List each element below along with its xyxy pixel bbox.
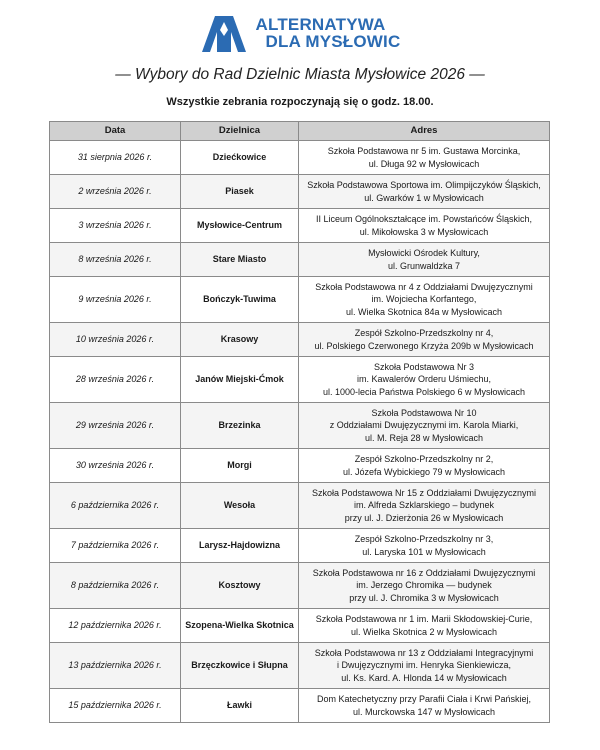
cell-date: 15 października 2026 r. bbox=[50, 689, 181, 723]
logo-line-2: DLA MYSŁOWIC bbox=[265, 32, 401, 51]
cell-district: Janów Miejski-Ćmok bbox=[181, 357, 299, 403]
table-row bbox=[50, 403, 550, 449]
table-row bbox=[50, 357, 550, 403]
cell-date: 2 września 2026 r. bbox=[50, 175, 181, 209]
cell-address: Dom Katechetyczny przy Parafii Ciała i Krwi Pańskiej, ul. Murckowska 147 w Mysłowicach bbox=[299, 689, 550, 723]
cell-district: Piasek bbox=[181, 175, 299, 209]
cell-address: Szkoła Podstawowa nr 4 z Oddziałami Dwujęzycznymi im. Wojciecha Korfantego, ul. Wielka Skotnica 84a w Mysłowicach bbox=[299, 277, 550, 323]
page-title: — Wybory do Rad Dzielnic Miasta Mysłowice 2026 — bbox=[115, 66, 485, 83]
cell-district: Krasowy bbox=[181, 323, 299, 357]
cell-district: Mysłowice-Centrum bbox=[181, 209, 299, 243]
cell-address: Zespół Szkolno-Przedszkolny nr 2, ul. Józefa Wybickiego 79 w Mysłowicach bbox=[299, 449, 550, 483]
cell-date: 10 września 2026 r. bbox=[50, 323, 181, 357]
cell-district: Brzęczkowice i Słupna bbox=[181, 643, 299, 689]
table-row bbox=[50, 643, 550, 689]
logo bbox=[0, 12, 600, 54]
cell-address: Szkoła Podstawowa Nr 3 im. Kawalerów Orderu Uśmiechu, ul. 1000-lecia Państwa Polskiego 6 w Mysłowicach bbox=[299, 357, 550, 403]
cell-date: 31 sierpnia 2026 r. bbox=[50, 141, 181, 175]
cell-address: Zespół Szkolno-Przedszkolny nr 4, ul. Polskiego Czerwonego Krzyża 209b w Mysłowicach bbox=[299, 323, 550, 357]
meetings-table bbox=[49, 121, 550, 723]
cell-date: 28 września 2026 r. bbox=[50, 357, 181, 403]
table-row bbox=[50, 689, 550, 723]
cell-address: Szkoła Podstawowa nr 1 im. Marii Skłodowskiej-Curie, ul. Wielka Skotnica 2 w Mysłowicach bbox=[299, 609, 550, 643]
cell-date: 8 października 2026 r. bbox=[50, 563, 181, 609]
table-row bbox=[50, 243, 550, 277]
cell-address: Zespół Szkolno-Przedszkolny nr 3, ul. Laryska 101 w Mysłowicach bbox=[299, 529, 550, 563]
cell-address: Szkoła Podstawowa Sportowa im. Olimpijczyków Śląskich, ul. Gwarków 1 w Mysłowicach bbox=[299, 175, 550, 209]
page-subtitle: Wszystkie zebrania rozpoczynają się o godz. 18.00. bbox=[166, 96, 434, 108]
cell-date: 29 września 2026 r. bbox=[50, 403, 181, 449]
cell-district: Ławki bbox=[181, 689, 299, 723]
table-row bbox=[50, 323, 550, 357]
cell-district: Brzezinka bbox=[181, 403, 299, 449]
table-row bbox=[50, 563, 550, 609]
cell-district: Morgi bbox=[181, 449, 299, 483]
cell-date: 12 października 2026 r. bbox=[50, 609, 181, 643]
cell-district: Dziećkowice bbox=[181, 141, 299, 175]
logo-wordmark bbox=[256, 16, 401, 50]
cell-address: Szkoła Podstawowa nr 16 z Oddziałami Dwujęzycznymi im. Jerzego Chromika — budynek przy ul. J. Chromika 3 w Mysłowicach bbox=[299, 563, 550, 609]
table-row bbox=[50, 277, 550, 323]
table-row bbox=[50, 449, 550, 483]
table-row bbox=[50, 175, 550, 209]
column-header-address: Adres bbox=[299, 122, 550, 141]
cell-district: Stare Miasto bbox=[181, 243, 299, 277]
cell-address: II Liceum Ogólnokształcące im. Powstańców Śląskich, ul. Mikołowska 3 w Mysłowicach bbox=[299, 209, 550, 243]
table-row bbox=[50, 141, 550, 175]
cell-district: Szopena-Wielka Skotnica bbox=[181, 609, 299, 643]
cell-date: 8 września 2026 r. bbox=[50, 243, 181, 277]
cell-district: Wesoła bbox=[181, 483, 299, 529]
cell-date: 30 września 2026 r. bbox=[50, 449, 181, 483]
cell-date: 13 października 2026 r. bbox=[50, 643, 181, 689]
logo-mark-icon bbox=[200, 12, 248, 54]
cell-address: Szkoła Podstawowa Nr 15 z Oddziałami Dwujęzycznymi im. Alfreda Szklarskiego – budynek przy ul. J. Dzierżonia 26 w Mysłowicach bbox=[299, 483, 550, 529]
table-row bbox=[50, 209, 550, 243]
column-header-date: Data bbox=[50, 122, 181, 141]
logo-line-1: ALTERNATYWA bbox=[255, 15, 386, 34]
column-header-district: Dzielnica bbox=[181, 122, 299, 141]
cell-date: 7 października 2026 r. bbox=[50, 529, 181, 563]
cell-date: 6 października 2026 r. bbox=[50, 483, 181, 529]
cell-district: Kosztowy bbox=[181, 563, 299, 609]
cell-district: Bończyk-Tuwima bbox=[181, 277, 299, 323]
cell-date: 9 września 2026 r. bbox=[50, 277, 181, 323]
cell-address: Mysłowicki Ośrodek Kultury, ul. Grunwaldzka 7 bbox=[299, 243, 550, 277]
cell-address: Szkoła Podstawowa Nr 10 z Oddziałami Dwujęzycznymi im. Karola Miarki, ul. M. Reja 28 w Mysłowicach bbox=[299, 403, 550, 449]
table-row bbox=[50, 529, 550, 563]
cell-district: Larysz-Hajdowizna bbox=[181, 529, 299, 563]
table-row bbox=[50, 483, 550, 529]
table-row bbox=[50, 609, 550, 643]
cell-date: 3 września 2026 r. bbox=[50, 209, 181, 243]
table-header-row bbox=[50, 122, 550, 141]
cell-address: Szkoła Podstawowa nr 5 im. Gustawa Morcinka, ul. Długa 92 w Mysłowicach bbox=[299, 141, 550, 175]
cell-address: Szkoła Podstawowa nr 13 z Oddziałami Integracyjnymi i Dwujęzycznymi im. Henryka Sienkiewicza, ul. Ks. Kard. A. Hlonda 14 w Mysłowicach bbox=[299, 643, 550, 689]
